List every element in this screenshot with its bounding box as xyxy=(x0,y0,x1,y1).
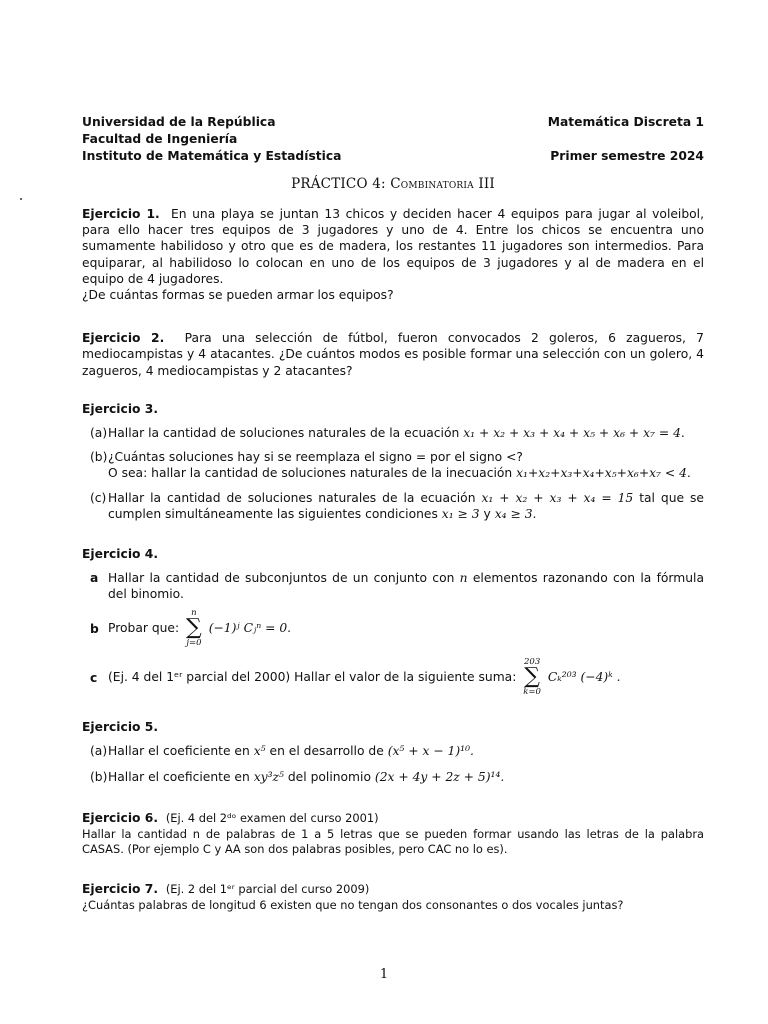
exercise-2-text: Para una selección de fútbol, fueron convocados 2 goleros, 6 zagueros, 7 mediocampistas y 4 atacantes. ¿De cuántos modos es posible formar una selección con un golero, 4 zagueros, 4 mediocampistas y 2 atacantes? xyxy=(82,331,704,378)
condition-2: x₄ ≥ 3. xyxy=(494,506,537,521)
item-label: (a) xyxy=(90,426,108,441)
exercise-4-b xyxy=(82,609,704,648)
sum-expression: (−1)ʲ Cⱼⁿ = 0. xyxy=(208,620,292,635)
title-topic: Combinatoria III xyxy=(390,176,495,192)
item-text: (Ej. 4 del 1ᵉʳ parcial del 2000) Hallar el valor de la siguiente suma: xyxy=(108,669,517,684)
exercise-3 xyxy=(82,401,704,522)
exercise-4-a xyxy=(82,570,704,602)
item-label: (b) xyxy=(90,450,108,465)
course-name: Matemática Discreta 1 xyxy=(547,115,704,129)
term: x⁵ xyxy=(253,743,266,758)
page-title xyxy=(82,176,704,192)
exercise-2-label: Ejercicio 2. xyxy=(82,331,165,346)
item-text: Hallar la cantidad de soluciones naturales de la ecuación xyxy=(108,490,476,505)
sum-lower: k=0 xyxy=(523,687,541,698)
semester: Primer semestre 2024 xyxy=(550,149,704,163)
equation: x₁ + x₂ + x₃ + x₄ = 15 xyxy=(481,490,634,505)
item-text-2: O sea: hallar la cantidad de soluciones naturales de la inecuación xyxy=(108,466,513,481)
item-text-2: elementos razonando con la fórmula del binomio. xyxy=(108,571,704,602)
item-label: (c) xyxy=(90,490,107,505)
polynomial: (2x + 4y + 2z + 5)¹⁴. xyxy=(374,770,505,785)
item-text: Hallar el coeficiente en xyxy=(108,770,250,785)
summation xyxy=(523,658,541,697)
item-label: b xyxy=(90,621,99,636)
exercise-7-reference: (Ej. 2 del 1ᵉʳ parcial del curso 2009) xyxy=(165,882,370,897)
document-page xyxy=(82,114,704,913)
exercise-7-label: Ejercicio 7. xyxy=(82,882,158,897)
sum-upper: n xyxy=(191,607,197,618)
stray-dot xyxy=(20,198,22,200)
variable-n: n xyxy=(459,571,468,586)
page-number: 1 xyxy=(379,967,389,982)
exercise-4-c xyxy=(82,658,704,697)
institute-name: Instituto de Matemática y Estadística xyxy=(82,149,342,163)
exercise-1-question: ¿De cuántas formas se pueden armar los equipos? xyxy=(82,288,394,303)
header-right xyxy=(548,114,704,165)
exercise-4 xyxy=(82,546,704,697)
faculty-name: Facultad de Ingeniería xyxy=(82,132,238,146)
exercise-3-b xyxy=(82,449,704,481)
exercise-5-b xyxy=(82,769,704,785)
exercise-1 xyxy=(82,206,704,303)
item-text-2: en el desarrollo de xyxy=(269,743,384,758)
sigma-symbol: ∑ xyxy=(524,664,540,690)
exercise-6-reference: (Ej. 4 del 2ᵈᵒ examen del curso 2001) xyxy=(165,811,379,826)
inequation: x₁+x₂+x₃+x₄+x₅+x₆+x₇ < 4. xyxy=(516,466,691,481)
exercise-5-a xyxy=(82,743,704,759)
exercise-1-text: En una playa se juntan 13 chicos y deciden hacer 4 equipos para jugar al voleibol, para ello hacer tres equipos de 3 jugadores y uno de 4. Entre los chicos se encuentra uno sumamente habilidoso y otro que es de madera, los restantes 11 jugadores son intermedios. Para equiparar, al habilidoso lo colocan en uno de los equipos de 3 jugadores y al de madera en el equipo de 4 jugadores. xyxy=(82,207,704,286)
exercise-6 xyxy=(82,811,704,858)
header xyxy=(82,114,704,166)
exercise-2 xyxy=(82,330,704,379)
item-text: Hallar la cantidad de subconjuntos de un conjunto con xyxy=(108,571,455,586)
exercise-5-label: Ejercicio 5. xyxy=(82,719,158,734)
item-label: (a) xyxy=(90,743,108,758)
title-prefix: PRÁCTICO 4: xyxy=(291,176,391,192)
item-text: Probar que: xyxy=(108,620,180,635)
conjunction: y xyxy=(483,506,491,521)
exercise-3-c xyxy=(82,490,704,522)
exercise-1-label: Ejercicio 1. xyxy=(82,207,160,221)
exercise-3-a xyxy=(82,425,704,441)
item-text: Hallar la cantidad de soluciones naturales de la ecuación xyxy=(108,426,460,441)
term: xy³z⁵ xyxy=(253,770,284,785)
sigma-symbol: ∑ xyxy=(186,615,202,641)
exercise-7 xyxy=(82,882,704,913)
summation xyxy=(186,609,202,648)
sum-upper: 203 xyxy=(524,656,541,667)
equation: x₁ + x₂ + x₃ + x₄ + x₅ + x₆ + x₇ = 4. xyxy=(463,426,685,441)
sum-lower: j=0 xyxy=(186,638,202,649)
exercise-6-label: Ejercicio 6. xyxy=(82,811,158,826)
exercise-6-text: Hallar la cantidad n de palabras de 1 a 5 letras que se pueden formar usando las letras de la palabra CASAS. (Por ejemplo C y AA son dos palabras posibles, pero CAC no lo es). xyxy=(82,826,704,857)
exercise-7-text: ¿Cuántas palabras de longitud 6 existen que no tengan dos consonantes o dos vocales juntas? xyxy=(82,897,624,912)
polynomial: (x⁵ + x − 1)¹⁰. xyxy=(387,743,474,758)
exercise-5 xyxy=(82,719,704,786)
item-label: (b) xyxy=(90,770,108,785)
exercise-4-label: Ejercicio 4. xyxy=(82,547,158,562)
item-label: a xyxy=(90,571,99,586)
item-text-2: tal que se cumplen simultáneamente las siguientes condiciones xyxy=(108,490,704,521)
university-name: Universidad de la República xyxy=(82,115,276,129)
exercise-3-label: Ejercicio 3. xyxy=(82,401,158,416)
item-label: c xyxy=(90,670,98,685)
item-text-2: del polinomio xyxy=(287,770,371,785)
header-left xyxy=(82,114,341,165)
item-text: Hallar el coeficiente en xyxy=(108,743,250,758)
sum-expression: Cₖ²⁰³ (−4)ᵏ . xyxy=(547,669,621,684)
item-text: ¿Cuántas soluciones hay si se reemplaza el signo = por el signo <? xyxy=(108,450,523,465)
condition-1: x₁ ≥ 3 xyxy=(441,506,480,521)
